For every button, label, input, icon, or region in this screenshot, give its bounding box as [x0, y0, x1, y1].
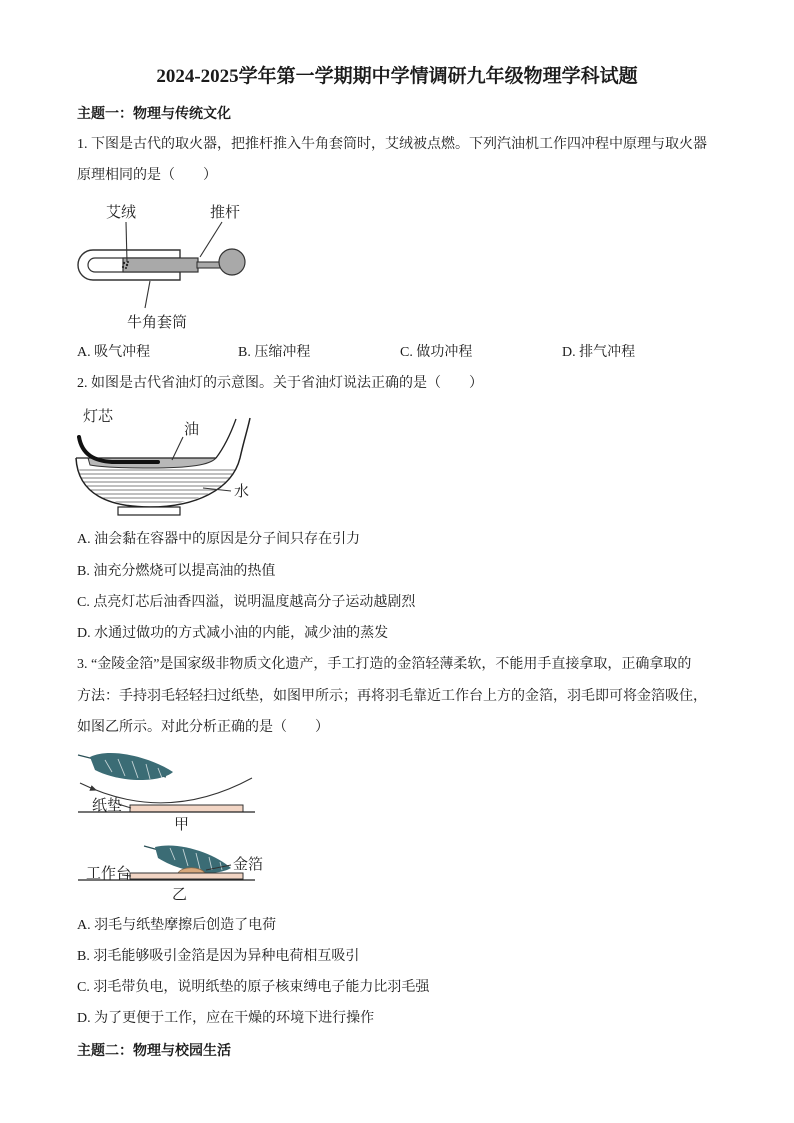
q1-option-d: D. 排气冲程 — [562, 345, 636, 360]
label-horn-sleeve: 牛角套筒 — [127, 313, 188, 331]
push-rod-knob — [219, 249, 245, 275]
q3-stem-line-2: 方法：手持羽毛轻轻扫过纸垫，如图甲所示；再将羽毛靠近工作台上方的金箔，羽毛即可将金箔吸住， — [77, 689, 707, 704]
sweep-arrowhead — [89, 785, 97, 791]
label-figure-a: 甲 — [174, 815, 190, 833]
label-push-rod: 推杆 — [210, 203, 241, 221]
q3-stem-line-3: 如图乙所示。对此分析正确的是（ ） — [77, 720, 329, 735]
q2-oil-lamp-figure — [68, 403, 260, 520]
q1-option-a: A. 吸气冲程 — [77, 345, 151, 360]
q3-option-a: A. 羽毛与纸垫摩擦后创造了电荷 — [77, 918, 277, 933]
topic-1-heading: 主题一：物理与传统文化 — [77, 106, 231, 122]
q3-figure-a — [74, 745, 269, 833]
q3-stem-line-1: 3. “金陵金箔”是国家级非物质文化遗产，手工打造的金箔轻薄柔软，不能用手直接拿取，正确拿取的 — [77, 657, 692, 672]
page-title: 2024-2025学年第一学期期中学情调研九年级物理学科试题 — [156, 66, 638, 87]
push-rod-stem — [197, 262, 222, 268]
q2-option-a: A. 油会黏在容器中的原因是分子间只存在引力 — [77, 532, 361, 547]
q1-option-b: B. 压缩冲程 — [238, 345, 311, 360]
label-paper-pad: 纸垫 — [92, 796, 123, 814]
q1-option-c: C. 做功冲程 — [400, 345, 473, 360]
label-figure-b: 乙 — [172, 885, 188, 903]
lamp-inner-dish — [216, 419, 236, 458]
q2-option-c: C. 点亮灯芯后油香四溢，说明温度越高分子运动越剧烈 — [77, 595, 416, 610]
water-hatching — [78, 470, 242, 502]
label-tinder: 艾绒 — [106, 203, 137, 221]
q1-stem-line-2: 原理相同的是（ ） — [77, 168, 217, 183]
workbench-pad — [130, 873, 243, 879]
label-wick: 灯芯 — [83, 407, 114, 425]
feather-icon — [78, 753, 173, 780]
q2-option-d: D. 水通过做功的方式减小油的内能，减少油的蒸发 — [77, 626, 389, 641]
label-oil: 油 — [184, 420, 200, 438]
topic-2-heading: 主题二：物理与校园生活 — [77, 1043, 231, 1059]
q3-option-c: C. 羽毛带负电，说明纸垫的原子核束缚电子能力比羽毛强 — [77, 980, 430, 995]
label-gold-foil: 金箔 — [233, 855, 264, 873]
label-water: 水 — [234, 482, 250, 500]
q2-option-b: B. 油充分燃烧可以提高油的热值 — [77, 564, 276, 579]
lamp-base — [118, 507, 180, 515]
label-workbench: 工作台 — [86, 864, 132, 882]
push-rod-body — [123, 258, 198, 272]
paper-pad — [130, 805, 243, 812]
q3-option-d: D. 为了更便于工作，应在干燥的环境下进行操作 — [77, 1011, 375, 1026]
q1-fire-starter-figure — [70, 195, 260, 335]
q3-figure-b — [74, 838, 269, 902]
q1-stem-line-1: 1. 下图是古代的取火器，把推杆推入牛角套筒时，艾绒被点燃。下列汽油机工作四冲程中原理与取火器 — [77, 137, 707, 152]
q2-stem: 2. 如图是古代省油灯的示意图。关于省油灯说法正确的是（ ） — [77, 376, 483, 391]
q3-option-b: B. 羽毛能够吸引金箔是因为异种电荷相互吸引 — [77, 949, 360, 964]
